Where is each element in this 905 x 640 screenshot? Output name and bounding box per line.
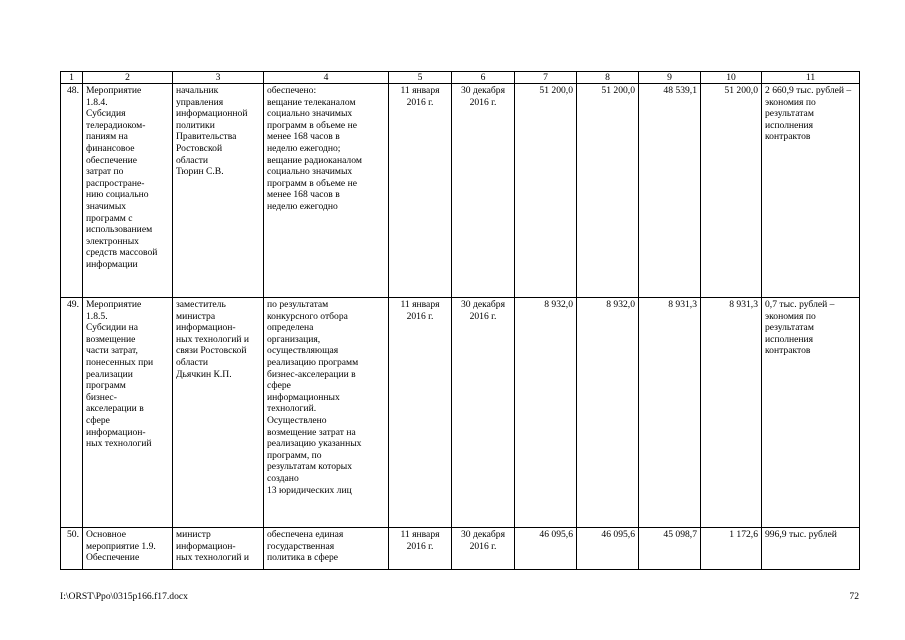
note: 0,7 тыс. рублей – экономия по результатам исполнения контрактов: [762, 298, 860, 528]
value-col8: 8 932,0: [577, 298, 639, 528]
row-number: 48.: [61, 84, 83, 298]
expected-result: по результатам конкурсного отбора определена организация, осуществляющая реализацию программ бизнес-акселерации в сфере информационных технологий. Осуществлено возмещение затрат на реализацию указанных программ, по результатам которых создано 13 юридических лиц: [264, 298, 389, 528]
responsible-executor: заместитель министра информацион- ных технологий и связи Ростовской области Дьячкин К.П.: [173, 298, 264, 528]
row-number: 49.: [61, 298, 83, 528]
report-table: [60, 71, 860, 570]
header-cell: 5: [389, 72, 452, 84]
value-col9: 45 098,7: [639, 528, 701, 570]
end-date: 30 декабря 2016 г.: [452, 298, 515, 528]
header-cell: 6: [452, 72, 515, 84]
file-path: I:\ORST\Ppo\0315p166.f17.docx: [60, 591, 188, 602]
expected-result: обеспечено: вещание телеканалом социально значимых программ в объеме не менее 168 часов в неделю ежегодно; вещание радиоканалом социально значимых программ в объеме не менее 168 часов в неделю ежегодно: [264, 84, 389, 298]
responsible-executor: министр информацион- ных технологий и: [173, 528, 264, 570]
note: 996,9 тыс. рублей: [762, 528, 860, 570]
value-col10: 8 931,3: [701, 298, 762, 528]
value-col9: 48 539,1: [639, 84, 701, 298]
value-col7: 8 932,0: [515, 298, 577, 528]
value-col8: 51 200,0: [577, 84, 639, 298]
header-cell: 1: [61, 72, 83, 84]
end-date: 30 декабря 2016 г.: [452, 84, 515, 298]
header-cell: 4: [264, 72, 389, 84]
table-row: [61, 84, 860, 298]
header-cell: 8: [577, 72, 639, 84]
note: 2 660,9 тыс. рублей – экономия по результатам исполнения контрактов: [762, 84, 860, 298]
start-date: 11 января 2016 г.: [389, 528, 452, 570]
page-number: 72: [849, 591, 859, 602]
responsible-executor: начальник управления информационной политики Правительства Ростовской области Тюрин С.В.: [173, 84, 264, 298]
header-cell: 3: [173, 72, 264, 84]
end-date: 30 декабря 2016 г.: [452, 528, 515, 570]
table-row: [61, 528, 860, 570]
activity-name: Мероприятие 1.8.4. Субсидия телерадиоком- паниям на финансовое обеспечение затрат по распростране- нию социально значимых программ с использованием электронных средств массовой информации: [83, 84, 173, 298]
start-date: 11 января 2016 г.: [389, 298, 452, 528]
row-number: 50.: [61, 528, 83, 570]
header-cell: 11: [762, 72, 860, 84]
header-cell: 7: [515, 72, 577, 84]
start-date: 11 января 2016 г.: [389, 84, 452, 298]
value-col7: 51 200,0: [515, 84, 577, 298]
activity-name: Мероприятие 1.8.5. Субсидии на возмещение части затрат, понесенных при реализации программ бизнес- акселерации в сфере информацион- ных технологий: [83, 298, 173, 528]
value-col9: 8 931,3: [639, 298, 701, 528]
expected-result: обеспечена единая государственная политика в сфере: [264, 528, 389, 570]
value-col7: 46 095,6: [515, 528, 577, 570]
header-cell: 10: [701, 72, 762, 84]
value-col10: 1 172,6: [701, 528, 762, 570]
header-cell: 2: [83, 72, 173, 84]
value-col8: 46 095,6: [577, 528, 639, 570]
value-col10: 51 200,0: [701, 84, 762, 298]
table-row: [61, 298, 860, 528]
header-row: [61, 72, 860, 84]
header-cell: 9: [639, 72, 701, 84]
activity-name: Основное мероприятие 1.9. Обеспечение: [83, 528, 173, 570]
